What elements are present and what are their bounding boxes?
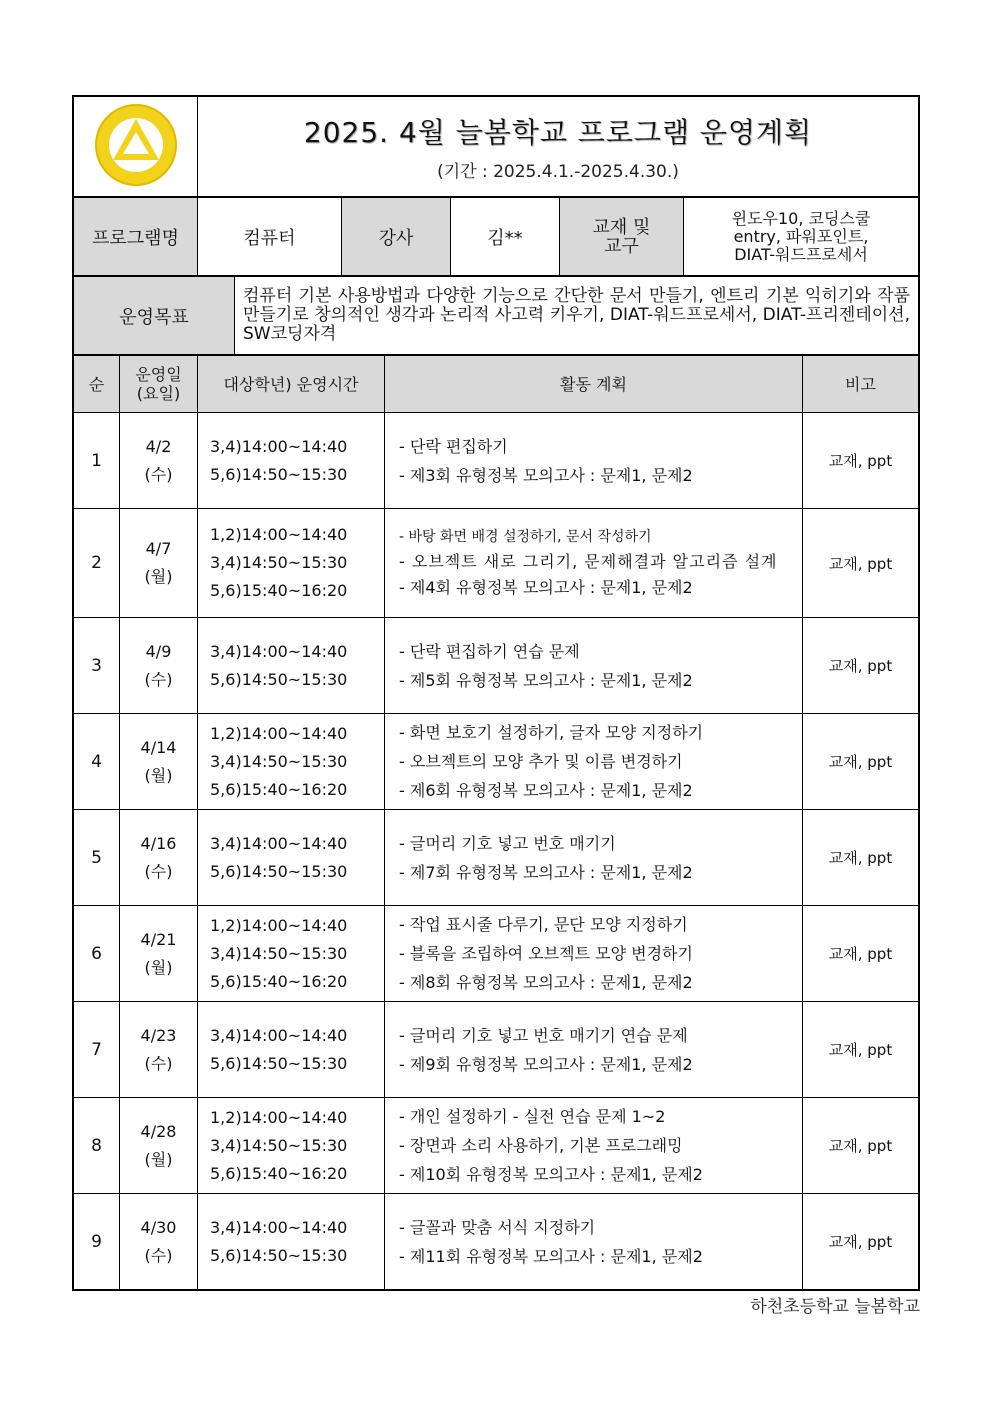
row-activity: - 제11회 유형정복 모의고사 : 문제1, 문제2 xyxy=(399,1246,703,1266)
row-time: 3,4)14:00~14:40 xyxy=(210,641,348,661)
row-date-value: 4/9 xyxy=(145,641,172,661)
row-num: 2 xyxy=(74,509,120,618)
page-title: 2025. 4월 늘봄학교 프로그램 운영계획 xyxy=(303,116,813,149)
row-activity: - 제7회 유형정복 모의고사 : 문제1, 문제2 xyxy=(399,862,693,882)
row-note: 교재, ppt xyxy=(803,714,919,810)
info-table xyxy=(73,197,919,276)
materials-label-line: 교구 xyxy=(604,235,639,257)
row-date xyxy=(120,413,198,509)
row-num: 8 xyxy=(74,1098,120,1194)
row-note: 교재, ppt xyxy=(803,810,919,906)
row-activity: - 제5회 유형정복 모의고사 : 문제1, 문제2 xyxy=(399,670,693,690)
materials-label-line: 교재 및 xyxy=(592,216,651,238)
row-date-value: 4/23 xyxy=(140,1025,177,1045)
row-date-value: 4/21 xyxy=(140,929,177,949)
row-note: 교재, ppt xyxy=(803,618,919,714)
row-activity: - 글머리 기호 넣고 번호 매기기 연습 문제 xyxy=(399,1025,688,1045)
table-row xyxy=(74,1002,919,1098)
row-activities xyxy=(385,810,803,906)
row-activities xyxy=(385,618,803,714)
logo-icon xyxy=(93,102,179,188)
materials-line: 윈도우10, 코딩스쿨 xyxy=(731,208,871,228)
row-date xyxy=(120,1194,198,1290)
table-row xyxy=(74,413,919,509)
title-cell xyxy=(198,97,919,197)
row-time: 1,2)14:00~14:40 xyxy=(210,1107,348,1127)
table-row xyxy=(74,906,919,1002)
row-date xyxy=(120,906,198,1002)
row-date xyxy=(120,714,198,810)
col-num-header: 순 xyxy=(74,356,120,413)
row-note: 교재, ppt xyxy=(803,1194,919,1290)
goal-text: 컴퓨터 기본 사용방법과 다양한 기능으로 간단한 문서 만들기, 엔트리 기본 익히기와 작품 만들기로 창의적인 생각과 논리적 사고력 키우기, DIAT-워드프로세서, DIAT-프리젠테이션, SW코딩자격 xyxy=(235,277,919,355)
row-activities xyxy=(385,906,803,1002)
row-num: 1 xyxy=(74,413,120,509)
goal-label: 운영목표 xyxy=(74,277,235,355)
row-activity: - 블록을 조립하여 오브젝트 모양 변경하기 xyxy=(399,944,693,963)
table-row xyxy=(74,714,919,810)
row-times xyxy=(198,714,385,810)
row-day-value: (수) xyxy=(144,464,173,484)
row-date-value: 4/30 xyxy=(140,1217,177,1237)
row-time: 3,4)14:00~14:40 xyxy=(210,1025,348,1045)
row-activity: - 단락 편집하기 연습 문제 xyxy=(399,641,580,661)
row-num: 6 xyxy=(74,906,120,1002)
row-note: 교재, ppt xyxy=(803,509,919,618)
row-activity: - 제3회 유형정복 모의고사 : 문제1, 문제2 xyxy=(399,465,693,485)
period-text: (기간 : 2025.4.1.-2025.4.30.) xyxy=(437,162,679,182)
instructor-value: 김** xyxy=(451,198,560,276)
table-row xyxy=(74,1098,919,1194)
row-time: 1,2)14:00~14:40 xyxy=(210,915,348,935)
materials-label xyxy=(560,198,684,276)
row-activity: - 제8회 유형정복 모의고사 : 문제1, 문제2 xyxy=(399,973,693,992)
row-time: 1,2)14:00~14:40 xyxy=(210,525,348,544)
row-num: 4 xyxy=(74,714,120,810)
row-note: 교재, ppt xyxy=(803,1098,919,1194)
row-activity: - 화면 보호기 설정하기, 글자 모양 지정하기 xyxy=(399,723,704,742)
row-time: 5,6)14:50~15:30 xyxy=(210,464,348,484)
row-num: 3 xyxy=(74,618,120,714)
row-date-value: 4/7 xyxy=(145,539,172,558)
row-activity: - 작업 표시줄 다루기, 문단 모양 지정하기 xyxy=(399,915,688,934)
row-note: 교재, ppt xyxy=(803,906,919,1002)
row-time: 3,4)14:50~15:30 xyxy=(210,553,348,572)
row-activity: - 제6회 유형정복 모의고사 : 문제1, 문제2 xyxy=(399,781,693,800)
school-logo xyxy=(74,97,198,197)
row-activity: - 개인 설정하기 - 실전 연습 문제 1~2 xyxy=(399,1107,666,1126)
row-time: 5,6)15:40~16:20 xyxy=(210,581,348,600)
row-day-value: (수) xyxy=(144,1053,173,1073)
instructor-label: 강사 xyxy=(342,198,451,276)
row-num: 5 xyxy=(74,810,120,906)
row-time: 5,6)15:40~16:20 xyxy=(210,971,348,991)
col-time-header: 대상학년) 운영시간 xyxy=(198,356,385,413)
row-time: 3,4)14:00~14:40 xyxy=(210,833,348,853)
row-activities xyxy=(385,1098,803,1194)
row-time: 5,6)14:50~15:30 xyxy=(210,861,348,881)
plan-document xyxy=(72,95,920,1291)
row-activity: - 오브젝트 새로 그리기, 문제해결과 알고리즘 설계 xyxy=(399,552,778,571)
col-note-header: 비고 xyxy=(803,356,919,413)
row-activity: - 단락 편집하기 xyxy=(399,436,508,456)
row-time: 1,2)14:00~14:40 xyxy=(210,723,348,743)
row-times xyxy=(198,810,385,906)
row-time: 5,6)15:40~16:20 xyxy=(210,779,348,799)
col-date-header-line: 운영일 xyxy=(135,365,182,384)
row-date-value: 4/2 xyxy=(145,436,172,456)
row-time: 3,4)14:50~15:30 xyxy=(210,943,348,963)
header-table xyxy=(73,96,919,197)
row-date xyxy=(120,509,198,618)
row-time: 5,6)15:40~16:20 xyxy=(210,1163,348,1183)
row-day-value: (수) xyxy=(144,1245,173,1265)
materials-line: DIAT-워드프로세서 xyxy=(734,244,868,264)
table-row xyxy=(74,1194,919,1290)
row-time: 3,4)14:50~15:30 xyxy=(210,1135,348,1155)
row-time: 3,4)14:50~15:30 xyxy=(210,751,348,771)
row-date xyxy=(120,618,198,714)
row-activity: - 글꼴과 맞춤 서식 지정하기 xyxy=(399,1217,596,1237)
row-times xyxy=(198,1002,385,1098)
row-day-value: (월) xyxy=(144,567,173,586)
row-time: 3,4)14:00~14:40 xyxy=(210,1217,348,1237)
row-times xyxy=(198,413,385,509)
row-note: 교재, ppt xyxy=(803,413,919,509)
footer-school-name: 하천초등학교 늘봄학교 xyxy=(750,1297,920,1317)
table-row xyxy=(74,618,919,714)
plan-table xyxy=(73,355,919,1290)
row-date xyxy=(120,810,198,906)
row-activity: - 장면과 소리 사용하기, 기본 프로그래밍 xyxy=(399,1136,683,1155)
row-activities xyxy=(385,1002,803,1098)
row-activity: - 오브젝트의 모양 추가 및 이름 변경하기 xyxy=(399,752,683,771)
row-time: 3,4)14:00~14:40 xyxy=(210,436,348,456)
row-activity: - 제10회 유형정복 모의고사 : 문제1, 문제2 xyxy=(399,1165,703,1184)
goal-table xyxy=(73,276,919,355)
row-activities xyxy=(385,714,803,810)
row-times xyxy=(198,509,385,618)
col-date-header xyxy=(120,356,198,413)
row-activity: - 바탕 화면 배경 설정하기, 문서 작성하기 xyxy=(399,529,652,545)
row-day-value: (월) xyxy=(144,765,173,785)
row-times xyxy=(198,1098,385,1194)
col-activity-header: 활동 계획 xyxy=(385,356,803,413)
row-activity: - 제9회 유형정복 모의고사 : 문제1, 문제2 xyxy=(399,1054,693,1074)
row-time: 5,6)14:50~15:30 xyxy=(210,669,348,689)
row-time: 5,6)14:50~15:30 xyxy=(210,1053,348,1073)
row-day-value: (수) xyxy=(144,669,173,689)
row-day-value: (월) xyxy=(144,957,173,977)
row-num: 7 xyxy=(74,1002,120,1098)
materials-line: entry, 파워포인트, xyxy=(733,226,869,246)
row-date-value: 4/16 xyxy=(140,833,177,853)
materials-value xyxy=(684,198,919,276)
row-times xyxy=(198,906,385,1002)
row-times xyxy=(198,1194,385,1290)
row-time: 5,6)14:50~15:30 xyxy=(210,1245,348,1265)
row-times xyxy=(198,618,385,714)
row-activity: - 제4회 유형정복 모의고사 : 문제1, 문제2 xyxy=(399,578,693,597)
row-activities xyxy=(385,509,803,618)
row-activities xyxy=(385,1194,803,1290)
row-day-value: (월) xyxy=(144,1149,173,1169)
table-row xyxy=(74,810,919,906)
row-activities xyxy=(385,413,803,509)
col-date-header-line: (요일) xyxy=(136,384,181,403)
program-label: 프로그램명 xyxy=(74,198,198,276)
row-num: 9 xyxy=(74,1194,120,1290)
table-row xyxy=(74,509,919,618)
row-date-value: 4/14 xyxy=(140,737,177,757)
row-day-value: (수) xyxy=(144,861,173,881)
row-note: 교재, ppt xyxy=(803,1002,919,1098)
row-date xyxy=(120,1098,198,1194)
program-value: 컴퓨터 xyxy=(198,198,342,276)
row-date-value: 4/28 xyxy=(140,1121,177,1141)
row-activity: - 글머리 기호 넣고 번호 매기기 xyxy=(399,833,616,853)
row-date xyxy=(120,1002,198,1098)
